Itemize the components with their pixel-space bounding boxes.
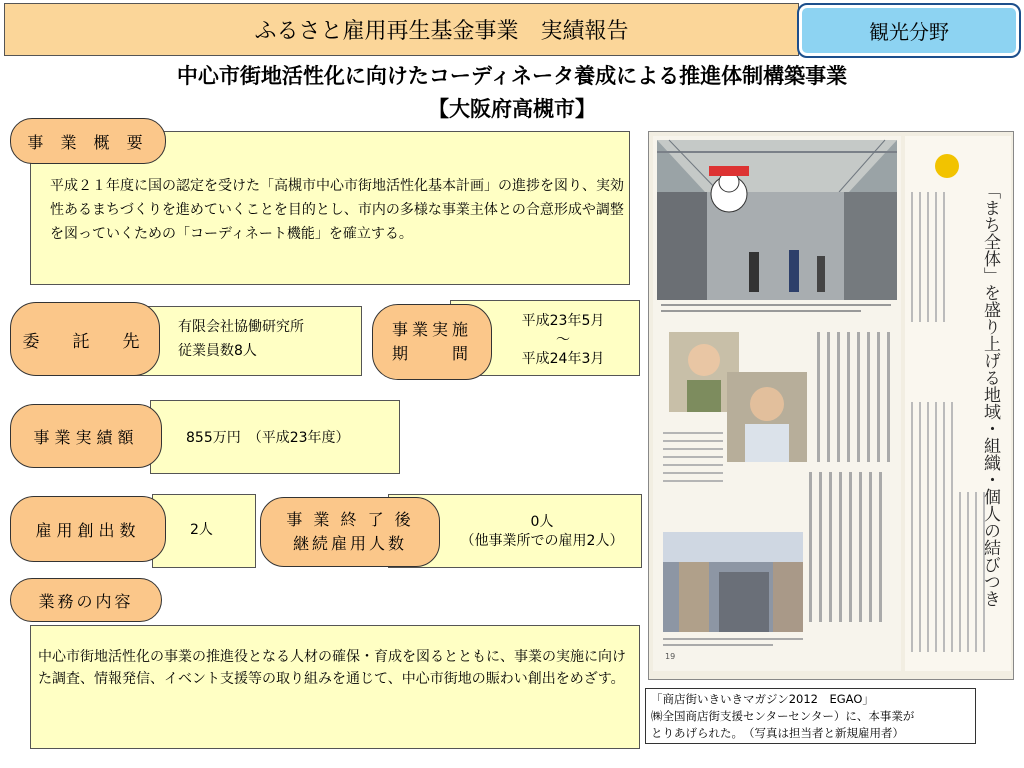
period-values bbox=[498, 312, 628, 369]
contractor-name: 有限会社協働研究所 bbox=[178, 319, 304, 335]
continued-label-line2: 継続雇用人数 bbox=[292, 534, 407, 553]
continued-label bbox=[260, 497, 440, 567]
magazine-headline: 「まち全体」を盛り上げる地域・組織・個人の結びつき bbox=[980, 182, 1000, 607]
continued-values bbox=[450, 513, 634, 551]
contractor-label: 委 託 先 bbox=[10, 302, 160, 376]
continued-label-line1: 事 業 終 了 後 bbox=[286, 510, 414, 529]
magazine-page-number: 19 bbox=[665, 652, 676, 661]
period-label bbox=[372, 304, 492, 380]
magazine-page-image bbox=[648, 131, 1014, 680]
field-badge: 観光分野 bbox=[797, 3, 1021, 58]
project-name: 中心市街地活性化に向けたコーディネータ養成による推進体制構築事業 bbox=[176, 64, 848, 88]
report-title: ふるさと雇用再生基金事業 実績報告 bbox=[254, 19, 629, 44]
contractor-employees: 従業員数8人 bbox=[178, 343, 257, 359]
result-label: 事業実績額 bbox=[10, 404, 162, 468]
work-text: 中心市街地活性化の事業の推進役となる人材の確保・育成を図るとともに、事業の実施に向けた調査、情報発信、イベント支援等の取り組みを通じて、中心市街地の賑わい創出をめざす。 bbox=[38, 649, 626, 687]
continued-note: （他事業所での雇用2人） bbox=[460, 533, 624, 549]
caption-line-2: ㈱全国商店街支援センターセンター）に、本事業が bbox=[651, 709, 915, 723]
magazine-page-illustration bbox=[649, 132, 1014, 680]
project-city: 【大阪府高槻市】 bbox=[428, 97, 596, 121]
overview-label: 事 業 概 要 bbox=[10, 118, 166, 164]
report-title-bar bbox=[4, 3, 799, 56]
period-tilde: ～ bbox=[556, 332, 570, 348]
continued-value: 0人 bbox=[530, 514, 554, 530]
period-start: 平成23年5月 bbox=[521, 313, 605, 329]
jobs-label: 雇用創出数 bbox=[10, 496, 166, 562]
period-label-line1: 事業実施 bbox=[391, 320, 472, 339]
caption-line-1: 「商店街いきいきマガジン2012 EGAO」 bbox=[651, 692, 874, 706]
overview-text: 平成２１年度に国の認定を受けた「高槻市中心市街地活性化基本計画」の進捗を図り、実効性あるまちづくりを進めていくことを目的とし、市内の多様な事業主体との合意形成や調整を図っていくための「コーディネート機能」を確立する。 bbox=[50, 178, 624, 242]
jobs-value: 2人 bbox=[190, 522, 213, 538]
work-label: 業務の内容 bbox=[10, 578, 162, 622]
period-end: 平成24年3月 bbox=[521, 351, 605, 367]
period-label-line2: 期 間 bbox=[391, 344, 472, 363]
result-value: 855万円 （平成23年度） bbox=[186, 430, 350, 446]
caption-line-3: とりあげられた。 （写真は担当者と新規雇用者） bbox=[651, 726, 904, 740]
magazine-caption bbox=[645, 688, 976, 744]
